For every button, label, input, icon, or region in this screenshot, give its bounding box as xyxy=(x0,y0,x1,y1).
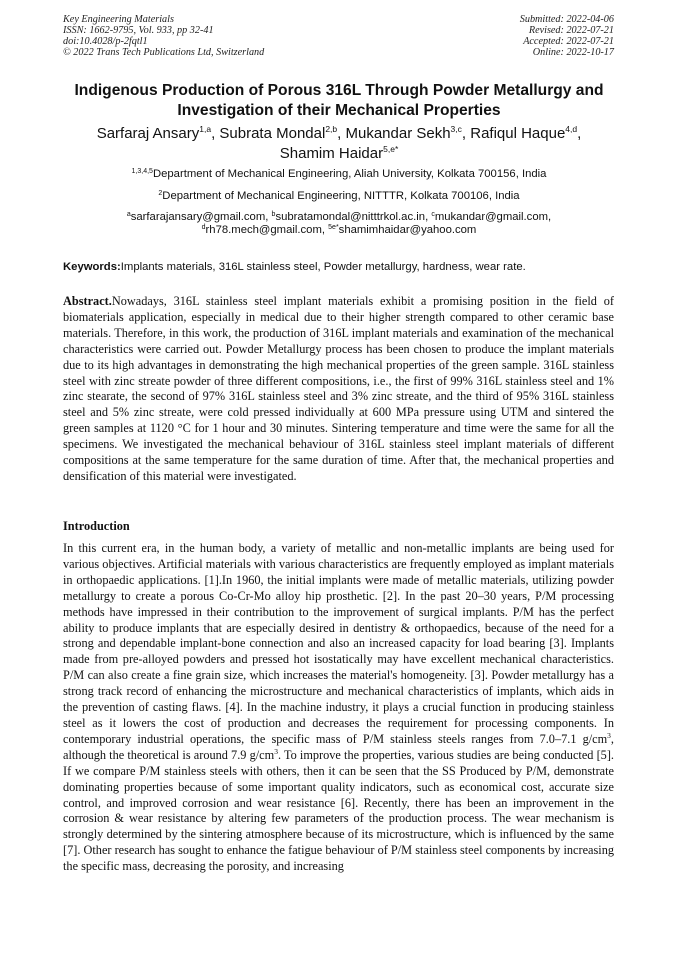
issn-line: ISSN: 1662-9795, Vol. 933, pp 32-41 xyxy=(63,25,214,36)
keywords-text: Implants materials, 316L stainless steel, Powder metallurgy, hardness, wear rate. xyxy=(120,261,526,273)
author: Subrata Mondal$^{2,b}$, xyxy=(219,124,346,142)
online-date: Online: 2022-10-17 xyxy=(532,47,614,58)
accepted-date: Accepted: 2022-07-21 xyxy=(523,36,614,47)
keywords xyxy=(63,261,623,274)
email[interactable]: $^a$sarfarajansary@gmail.com xyxy=(126,211,266,223)
abstract xyxy=(63,294,614,485)
abstract-label: Abstract. xyxy=(63,294,112,308)
journal-header xyxy=(63,14,264,58)
title-line-2: Investigation of their Mechanical Properties xyxy=(177,102,501,119)
title-line-1: Indigenous Production of Porous 316L Through Powder Metallurgy and xyxy=(74,82,604,99)
affiliation-1: $^{1,3,4,5}$Department of Mechanical Engineering, Aliah University, Kolkata 700156, India xyxy=(131,168,547,180)
author: Sarfaraj Ansary$^{1,a}$, xyxy=(96,124,220,142)
email[interactable]: $^c$mukandar@gmail.com xyxy=(431,211,549,223)
keywords-label: Keywords: xyxy=(63,261,121,273)
copyright: © 2022 Trans Tech Publications Ltd, Switzerland xyxy=(63,47,265,58)
revised-date: Revised: 2022-07-21 xyxy=(528,25,614,36)
email[interactable]: $^{5e*}$shamimhaidar@yahoo.com xyxy=(328,224,477,236)
introduction-heading: Introduction xyxy=(63,519,130,533)
journal-name: Key Engineering Materials xyxy=(63,14,174,25)
dates-header xyxy=(520,14,614,58)
author-list xyxy=(40,124,638,164)
author: Mukandar Sekh$^{3,c}$, xyxy=(345,124,471,142)
introduction-body: In this current era, in the human body, a variety of metallic and non-metallic implants are being used for various objectives. Artificial materials with various characteristics are frequently employed as implant materials in orthopaedic applications. [1].In 1960, the initial implants were made of metallic materials, utilizing powder metallurgy to create a porous Co-Cr-Mo alloy hip prosthetic. [2]. In the past 20–30 years, P/M processing methods have impressed in their contribution to the improvement of surgical implants. P/M has the perfect ability to produce implants that are especially desired in dentistry & orthopaedics, because of the need for a strong and dependable implant-bone connection and also an increased capacity for load bearing [3]. Implants made from pre-alloyed powders and pressed hot isostatically may have excellent mechanical characteristics. P/M can also create a fine grain size, which increases the material's homogeneity. [3]. Powder metallurgy has a strong track record of enhancing the microstructure and mechanical characteristics of implants, which aids in the prevention of casting flaws. [4]. In the machine industry, it plays a crucial function in producing stainless steel as it lowers the cost of production and decreases the requirement for processing components. In contemporary industrial operations, the specific mass of P/M stainless steels ranges from 7.0–7.1 $g/cm^3$, although the theoretical is around 7.9 $g/cm^3$. To improve the properties, various studies are being conducted [5]. If we compare P/M stainless steels with others, then it can be seen that the SS Produced by P/M, demonstrate dominating properties because of some important quality indicators, such as economical cost, accurate size control, and improved corrosion and wear resistance [6]. Recently, there has been an improvement in the corrosion & wear resistance by altering few parameters of the production process. The wear mechanism is strongly determined by the sintering atmosphere because of its microstructure, which is influenced by the same [7]. Other research has sought to enhance the fatigue behaviour of P/M stainless steel components by increasing the specific mass, decreasing the porosity, and increasing xyxy=(63,541,615,874)
paper-title xyxy=(40,81,638,121)
affiliation-2: $^2$Department of Mechanical Engineering, NITTTR, Kolkata 700106, India xyxy=(158,190,520,202)
author-emails: $^a$sarfarajansary@gmail.com, $^b$subratamondal@nitttrkol.ac.in, $^c$mukandar@gmail.com, $^d$rh78.mech@gmail.com, $^{5e*}$shamimhaidar@yahoo.com xyxy=(126,211,552,236)
author: Shamim Haidar$^{5,e*}$ xyxy=(279,144,399,162)
email[interactable]: $^b$subratamondal@nitttrkol.ac.in xyxy=(271,211,426,223)
doi: doi:10.4028/p-2fqtl1 xyxy=(63,36,148,47)
author: Rafiqul Haque$^{4,d}$, xyxy=(470,124,582,142)
submitted-date: Submitted: 2022-04-06 xyxy=(519,14,614,25)
abstract-text: Nowadays, 316L stainless steel implant materials exhibit a promising position in the field of biomaterials application, especially in medical due to their higher strength compared to other ceramic base materials. Therefore, in this work, the production of 316L implant materials and examination of the mechanical characteristics were carried out. Powder Metallurgy process has been chosen to produce the implant materials due to its high advantages in demonstrating the high mechanical properties of the green sample. 316L stainless steel with zinc streate powder of three different compositions, i.e., the first of 99% 316L stainless steel and 1% zinc stearate, the second of 97% 316L stainless steel and 3% zinc streate, and the third of 95% 316L stainless steel and 5% zinc streate, were cold pressed individually at 600 MPa pressure using UTM and sintered the green samples at 1120 °C for 1 hour and 30 minutes. Sintering temperature and time were the same for all the specimens. We investigated the mechanical behaviour of 316L stainless steel implant materials of different compositions at the same temperature for the same duration of time. After that, the mechanical properties and densification of this material were investigated. xyxy=(63,294,614,483)
email[interactable]: $^d$rh78.mech@gmail.com xyxy=(201,224,322,236)
